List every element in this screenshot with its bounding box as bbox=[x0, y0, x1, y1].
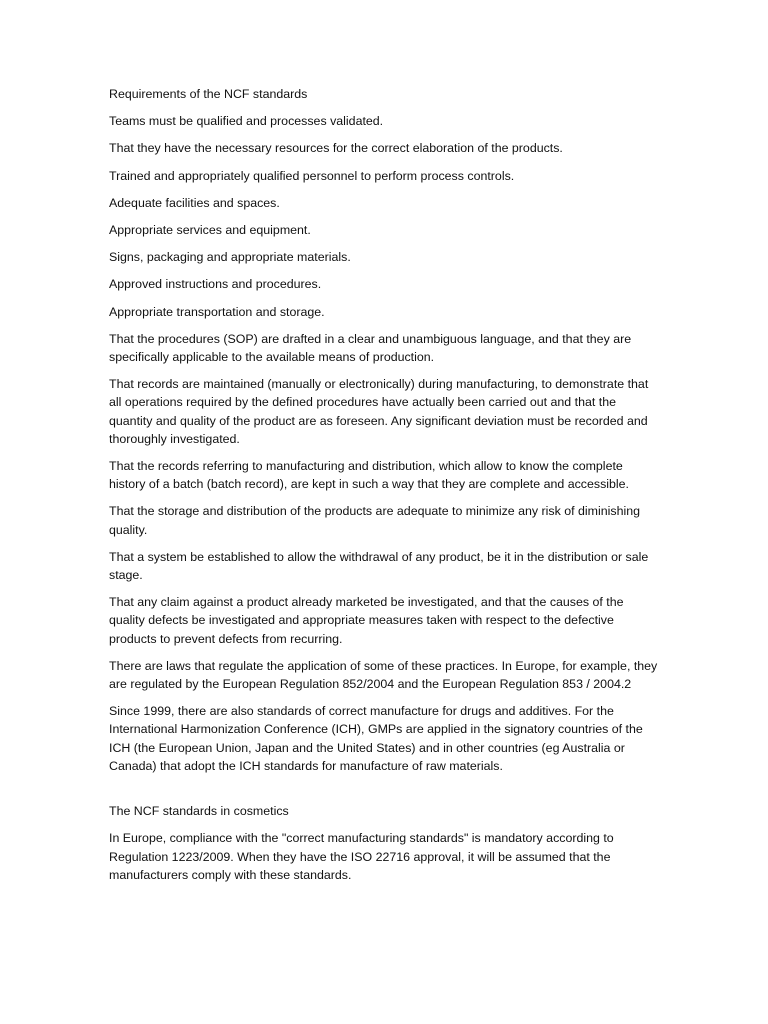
paragraph: There are laws that regulate the application of some of these practices. In Europe, for example, they are regulated by the European Regulation 852/2004 and the European Regulation 853 / 2004.2 bbox=[109, 658, 658, 692]
paragraph: That the records referring to manufacturing and distribution, which allow to know the complete history of a batch (batch record), are kept in such a way that they are complete and accessible. bbox=[109, 459, 629, 492]
paragraph: Trained and appropriately qualified personnel to perform process controls. bbox=[109, 168, 515, 183]
paragraph: Signs, packaging and appropriate materials. bbox=[109, 250, 351, 265]
paragraph: That the procedures (SOP) are drafted in a clear and unambiguous language, and that they are specifically applicable to the available means of production. bbox=[109, 331, 632, 365]
paragraph: Appropriate transportation and storage. bbox=[109, 304, 325, 319]
paragraph: That they have the necessary resources for the correct elaboration of the products. bbox=[109, 141, 563, 156]
paragraph: In Europe, compliance with the "correct manufacturing standards" is mandatory according to Regulation 1223/2009. When they have the ISO 22716 approval, it will be assumed that the manufacturers comply with these standards. bbox=[109, 831, 614, 882]
paragraph: Adequate facilities and spaces. bbox=[109, 195, 280, 210]
section-heading-requirements: Requirements of the NCF standards bbox=[109, 87, 308, 101]
document-body bbox=[109, 85, 661, 893]
paragraph: Teams must be qualified and processes validated. bbox=[109, 114, 384, 129]
paragraph: That the storage and distribution of the products are adequate to minimize any risk of diminishing quality. bbox=[109, 504, 641, 537]
paragraph: Approved instructions and procedures. bbox=[109, 277, 322, 292]
paragraph: Appropriate services and equipment. bbox=[109, 223, 311, 238]
section-heading-cosmetics: The NCF standards in cosmetics bbox=[109, 804, 289, 819]
section-spacer bbox=[109, 784, 661, 802]
paragraph: That records are maintained (manually or electronically) during manufacturing, to demonstrate that all operations required by the defined procedures have actually been carried out and that the quantity and quality of the product are as foreseen. Any significant deviation must be recorded and thoroughly investigated. bbox=[109, 377, 649, 446]
paragraph: That a system be established to allow the withdrawal of any product, be it in the distribution or sale stage. bbox=[109, 549, 649, 583]
paragraph: That any claim against a product already marketed be investigated, and that the causes of the quality defects be investigated and appropriate measures taken with respect to the defective products to prevent defects from recurring. bbox=[109, 595, 624, 646]
paragraph: Since 1999, there are also standards of correct manufacture for drugs and additives. For the International Harmonization Conference (ICH), GMPs are applied in the signatory countries of the ICH (the European Union, Japan and the United States) and in other countries (eg Australia or Canada) that adopt the ICH standards for manufacture of raw materials. bbox=[109, 704, 643, 773]
